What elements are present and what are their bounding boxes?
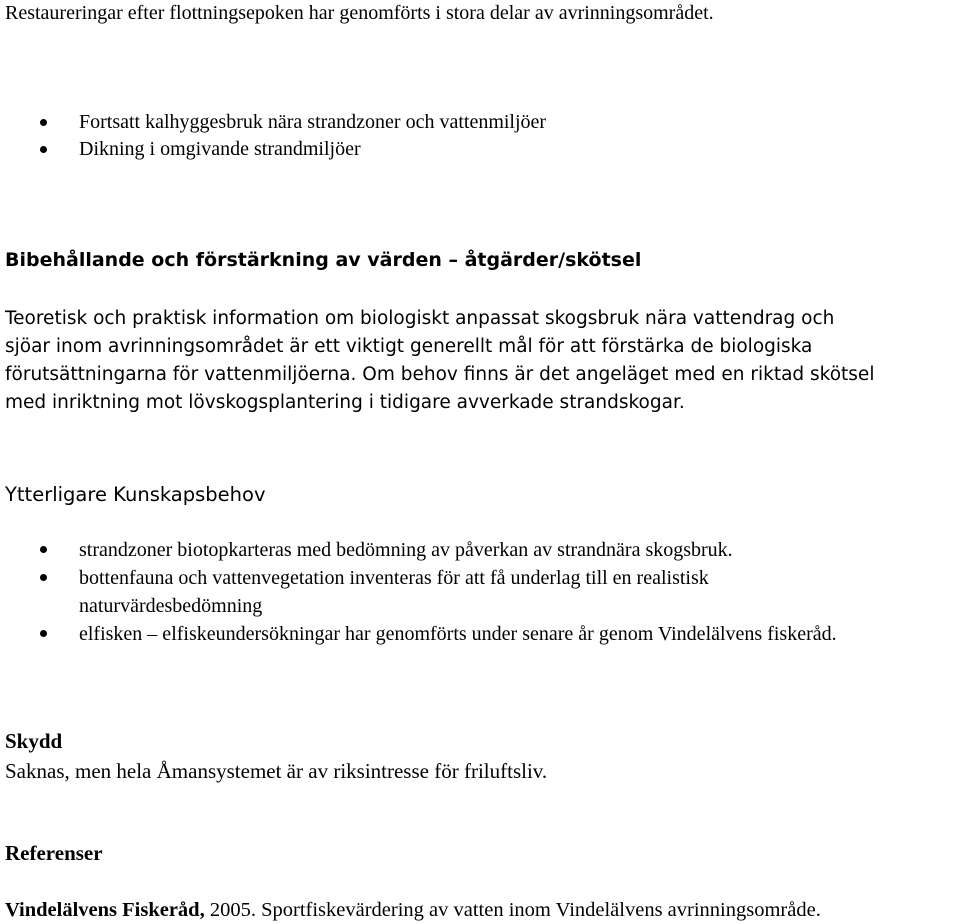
knowledge-heading-text: Ytterligare Kunskapsbehov	[5, 483, 266, 506]
reference-entry	[5, 896, 960, 924]
protection-text: Saknas, men hela Åmansystemet är av riksintresse för friluftsliv.	[5, 759, 548, 783]
knowledge-heading	[5, 481, 960, 509]
list-item	[0, 536, 960, 564]
knowledge-item-line: strandzoner biotopkarteras med bedömning av påverkan av strandnära skogsbruk.	[79, 539, 733, 561]
list-item	[0, 136, 960, 163]
preservation-heading	[5, 246, 960, 274]
protection-heading	[5, 727, 960, 755]
knowledge-item-line: elfisken – elfiskeundersökningar har genomförts under senare år genom Vindelälvens fiskeråd.	[79, 623, 837, 645]
intro-text: Restaureringar efter flottningsepoken har genomförts i stora delar av avrinningsområdet.	[5, 2, 714, 24]
references-heading	[5, 839, 960, 867]
list-item	[0, 109, 960, 136]
list-item	[0, 620, 960, 648]
knowledge-list	[0, 536, 960, 648]
knowledge-item-line: naturvärdesbedömning	[79, 595, 263, 617]
paragraph-line: förutsättningarna för vattenmiljöerna. Om behov finns är det angeläget med en riktad skötsel	[5, 364, 875, 385]
paragraph-line: med inriktning mot lövskogsplantering i tidigare avverkade strandskogar.	[5, 392, 685, 413]
preservation-heading-text: Bibehållande och förstärkning av värden – åtgärder/skötsel	[5, 249, 642, 271]
protection-heading-text: Skydd	[5, 729, 63, 753]
list-item	[0, 564, 960, 620]
preservation-paragraph	[5, 305, 960, 417]
bullet-icon	[40, 146, 47, 153]
intro-paragraph	[5, 0, 960, 27]
paragraph-line: Teoretisk och praktisk information om biologiskt anpassat skogsbruk nära vattendrag och	[5, 308, 835, 329]
references-heading-text: Referenser	[5, 841, 103, 865]
bullet-icon	[40, 119, 47, 126]
paragraph-line: sjöar inom avrinningsområdet är ett viktigt generellt mål för att förstärka de biologiska	[5, 336, 813, 357]
protection-paragraph	[5, 757, 960, 785]
bullet-icon	[40, 630, 47, 637]
bullet-icon	[40, 546, 47, 553]
threat-item-label: Dikning i omgivande strandmiljöer	[79, 138, 361, 160]
threats-list	[0, 109, 960, 163]
knowledge-item-line: bottenfauna och vattenvegetation inventeras för att få underlag till en realistisk	[79, 567, 709, 589]
threat-item-label: Fortsatt kalhyggesbruk nära strandzoner och vattenmiljöer	[79, 111, 547, 133]
bullet-icon	[40, 574, 47, 581]
reference-author: Vindelälvens Fiskeråd,	[5, 899, 205, 921]
reference-details: 2005. Sportfiskevärdering av vatten inom Vindelälvens avrinningsområde.	[204, 899, 821, 921]
